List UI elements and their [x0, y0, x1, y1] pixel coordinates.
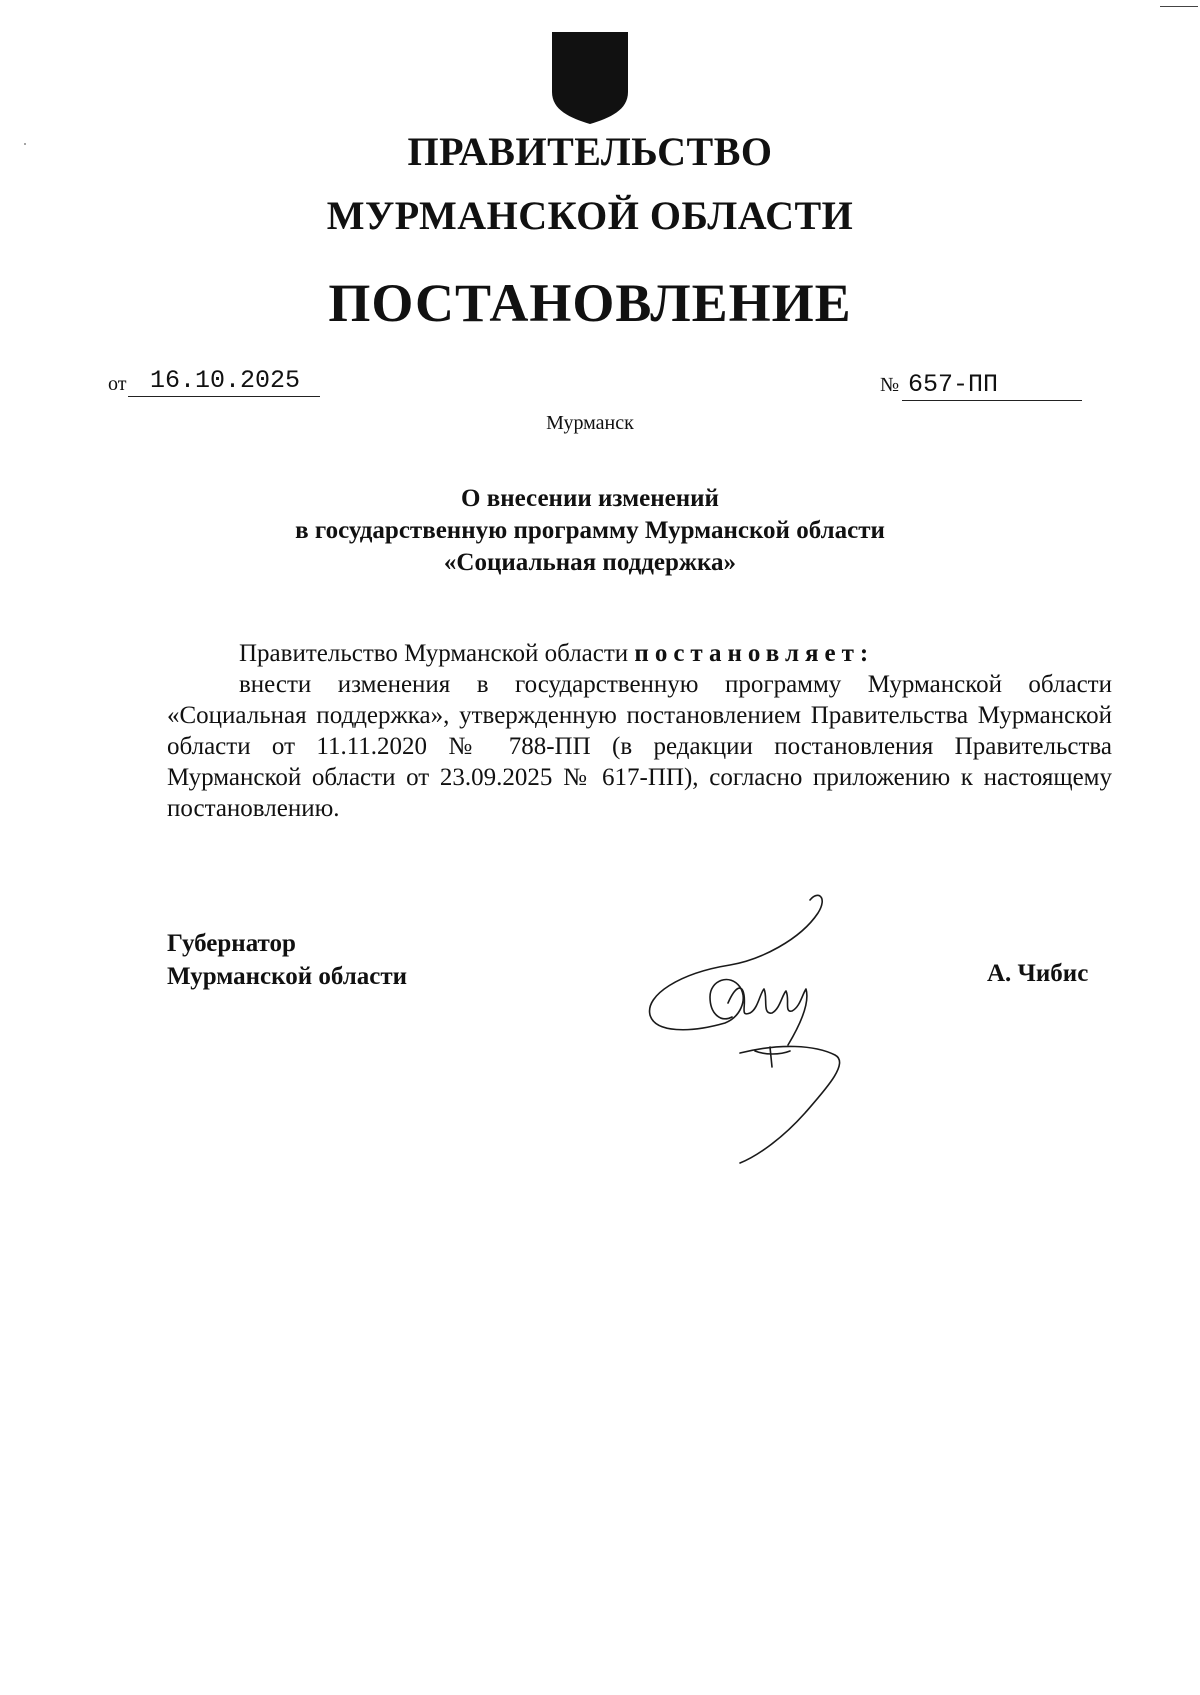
- title-line-3: «Социальная поддержка»: [443, 549, 737, 576]
- signatory-position-line-2: Мурманской области: [167, 963, 408, 990]
- document-type: ПОСТАНОВЛЕНИЕ: [328, 273, 852, 333]
- date-prefix: от: [108, 373, 127, 395]
- signatory-position: [167, 927, 407, 993]
- signatory-position-line-1: Губернатор: [167, 930, 296, 957]
- scan-artifact-line: [1160, 6, 1198, 7]
- handwritten-signature: [640, 885, 900, 1165]
- document-date: 16.10.2025: [128, 366, 320, 397]
- intro-decree-word: постановляет:: [634, 640, 875, 667]
- coat-of-arms-icon: [550, 30, 630, 126]
- intro-text: Правительство Мурманской области: [239, 640, 635, 667]
- resolution-paragraph: внести изменения в государственную программу Мурманской области «Социальная поддержка», утвержденную постановлением Правительства Мурманской области от 11.11.2020 № 788-ПП (в редакции постановления Правительства Мурманской области от 23.09.2025 № 617-ПП), согласно приложению к настоящему постановлению.: [167, 671, 1112, 822]
- title-line-1: О внесении изменений: [461, 485, 719, 512]
- title-line-2: в государственную программу Мурманской области: [295, 517, 885, 544]
- org-name-line-1: ПРАВИТЕЛЬСТВО: [407, 129, 773, 174]
- document-number: 657-ПП: [902, 370, 1082, 401]
- document-title: [0, 483, 1180, 579]
- document-body: [167, 638, 1112, 824]
- org-name-line-2: МУРМАНСКОЙ ОБЛАСТИ: [326, 193, 854, 238]
- number-prefix: №: [880, 374, 900, 396]
- intro-paragraph: [167, 638, 1112, 669]
- signer-name: А. Чибис: [987, 960, 1089, 987]
- city: Мурманск: [546, 412, 634, 434]
